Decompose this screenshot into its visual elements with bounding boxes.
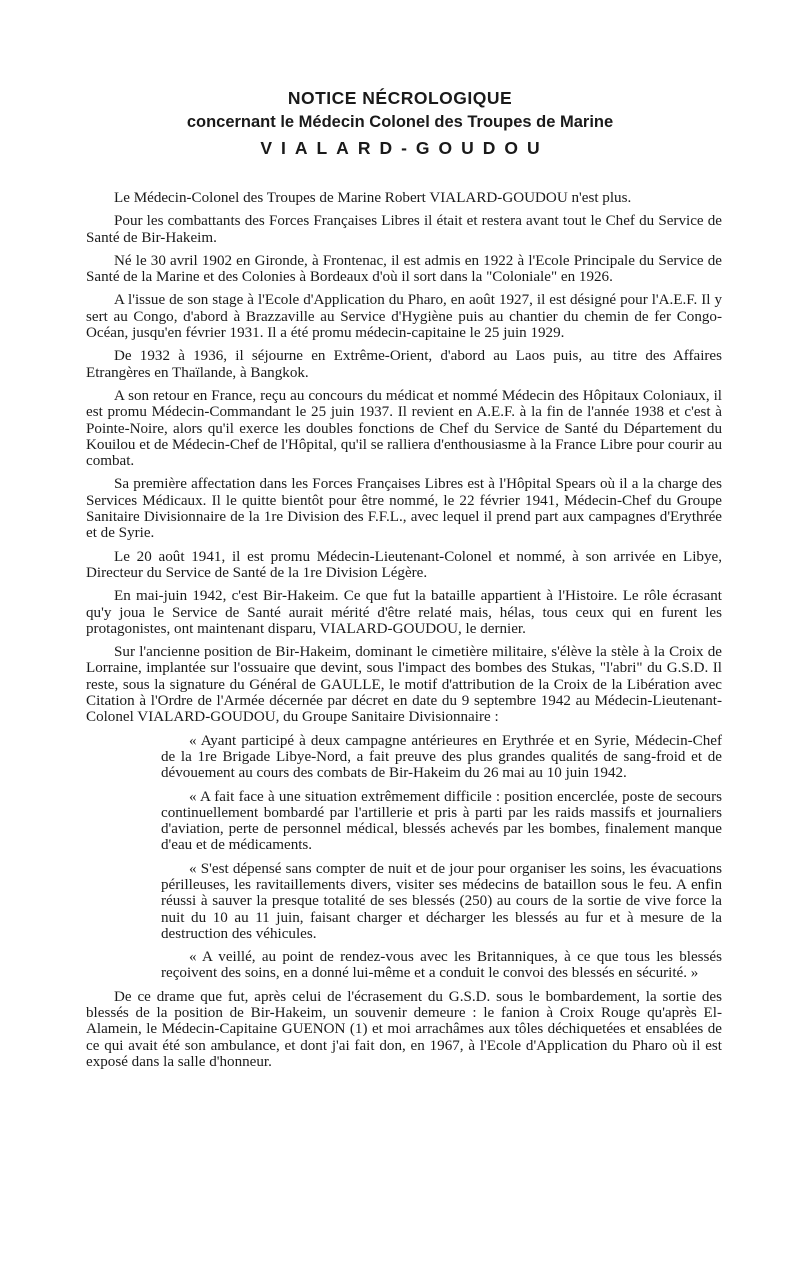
- notice-subtitle: concernant le Médecin Colonel des Troupes de Marine: [186, 113, 614, 131]
- notice-header: [0, 0, 800, 162]
- citation-paragraph-3: « S'est dépensé sans compter de nuit et de jour pour organiser les soins, les évacuations périlleuses, les ravitaillements divers, visiter ses médecins de bataillon sous le feu. A enfin réussi à sauver la presque totalité de ses blessés (250) au cours de la sortie de vive force la nuit du 10 au 11 juin, faisant charger et décharger les blessés au fur et à mesure de la destruction des véhicules.: [161, 860, 722, 942]
- paragraph-2: Pour les combattants des Forces Françaises Libres il était et restera avant tout le Chef du Service de Santé de Bir-Hakeim.: [86, 213, 722, 246]
- closing-paragraph: De ce drame que fut, après celui de l'écrasement du G.S.D. sous le bombardement, la sortie des blessés de la position de Bir-Hakeim, un souvenir demeure : le fanion à Croix Rouge qu'après El-Alamein, le Médecin-Capitaine GUENON (1) et moi arrachâmes aux tôles déchiquetées et ensablées de ce qui avait été son ambulance, et dont j'ai fait don, en 1967, à l'Ecole d'Application du Pharo où il est exposé dans la salle d'honneur.: [86, 988, 722, 1070]
- notice-body: [86, 190, 722, 1077]
- paragraph-10: Sur l'ancienne position de Bir-Hakeim, dominant le cimetière militaire, s'élève la stèle à la Croix de Lorraine, implantée sur l'ossuaire que devint, sous l'impact des bombes des Stukas, "l'abri" du G.S.D. Il reste, sous la signature du Général de GAULLE, le motif d'attribution de la Croix de la Libération avec Citation à l'Ordre de l'Armée décernée par décret en date du 9 septembre 1942 au Médecin-Lieutenant-Colonel VIALARD-GOUDOU, du Groupe Sanitaire Divisionnaire :: [86, 644, 722, 726]
- paragraph-6: A son retour en France, reçu au concours du médicat et nommé Médecin des Hôpitaux Coloniaux, il est promu Médecin-Commandant le 25 juin 1937. Il revient en A.E.F. à la fin de l'année 1938 et c'est à Pointe-Noire, alors qu'il exerce les doubles fonctions de Chef du Service de Santé du Département du Kouilou et de Médecin-Chef de l'Hôpital, qu'il se ralliera d'enthousiasme à la France Libre pour courir au combat.: [86, 387, 722, 470]
- paragraph-1: Le Médecin-Colonel des Troupes de Marine Robert VIALARD-GOUDOU n'est plus.: [114, 190, 632, 206]
- paragraph-3: Né le 30 avril 1902 en Gironde, à Frontenac, il est admis en 1922 à l'Ecole Principale du Service de Santé de la Marine et des Colonies à Bordeaux d'où il sort dans la "Coloniale" en 1926.: [86, 252, 722, 286]
- citation-paragraph-4: « A veillé, au point de rendez-vous avec les Britanniques, à ce que tous les blessés reçoivent des soins, en a donné lui-même et a conduit le convoi des blessés en sécurité. »: [161, 949, 722, 982]
- citation-block: [161, 733, 722, 982]
- citation-paragraph-2: « A fait face à une situation extrêmement difficile : position encerclée, poste de secours continuellement bombardé par l'artillerie et pris à parti par les raids massifs et journaliers d'aviation, perte de personnel médical, blessés achevés par les bombes, finalement manque d'eau et de médicaments.: [161, 788, 722, 854]
- paragraph-4: A l'issue de son stage à l'Ecole d'Application du Pharo, en août 1927, il est désigné pour l'A.E.F. Il y sert au Congo, d'abord à Brazzaville au Service d'Hygiène puis au chantier du chemin de fer Congo-Océan, jusqu'en février 1931. Il a été promu médecin-capitaine le 25 juin 1929.: [86, 292, 722, 342]
- notice-title: NOTICE NÉCROLOGIQUE: [287, 88, 513, 108]
- notice-name: VIALARD-GOUDOU: [260, 138, 549, 158]
- paragraph-7: Sa première affectation dans les Forces Françaises Libres est à l'Hôpital Spears où il a la charge des Services Médicaux. Il le quitte bientôt pour être nommé, le 22 février 1941, Médecin-Chef du Groupe Sanitaire Divisionnaire de la 1re Division des F.F.L., avec lequel il prend part aux campagnes d'Erythrée et de Syrie.: [86, 476, 722, 542]
- paragraph-5: De 1932 à 1936, il séjourne en Extrême-Orient, d'abord au Laos puis, au titre des Affaires Etrangères en Thaïlande, à Bangkok.: [86, 348, 722, 381]
- paragraph-9: En mai-juin 1942, c'est Bir-Hakeim. Ce que fut la bataille appartient à l'Histoire. Le rôle écrasant qu'y joua le Service de Santé aurait mérité d'être relaté mais, hélas, tous ceux qui en furent les protagonistes, ont maintenant disparu, VIALARD-GOUDOU, le dernier.: [86, 588, 722, 637]
- citation-paragraph-1: « Ayant participé à deux campagne antérieures en Erythrée et en Syrie, Médecin-Chef de la 1re Brigade Libye-Nord, a fait preuve des plus grandes qualités de sang-froid et de dévouement au cours des combats de Bir-Hakeim du 26 mai au 10 juin 1942.: [161, 732, 722, 782]
- paragraph-8: Le 20 août 1941, il est promu Médecin-Lieutenant-Colonel et nommé, à son arrivée en Libye, Directeur du Service de Santé de la 1re Division Légère.: [86, 548, 722, 581]
